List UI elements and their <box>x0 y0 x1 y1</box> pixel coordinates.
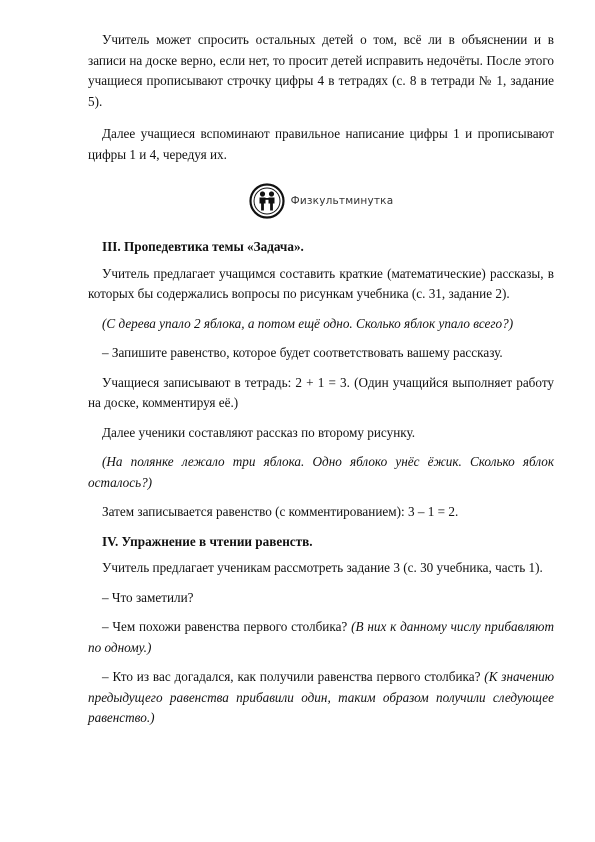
paragraph-recall-digit: Далее учащиеся вспоминают правильное написание цифры 1 и прописывают цифры 1 и 4, чередуя их. <box>88 126 554 162</box>
answer-text: (В них к данному числу прибавляют по одному.) <box>88 619 554 655</box>
paragraph-equation-written: Затем записывается равенство (с комментированием): 3 – 1 = 2. <box>102 504 459 519</box>
paragraph-write-equation: – Запишите равенство, которое будет соответствовать вашему рассказу. <box>102 345 503 360</box>
paragraph-second-picture: Далее ученики составляют рассказ по второму рисунку. <box>102 424 416 440</box>
answer-text: (К значению предыдущего равенства прибавили один, таким образом получили следующее равенство.) <box>88 669 554 725</box>
paragraph-story-hedgehog: (На полянке лежало три яблока. Одно яблоко унёс ёжик. Сколько яблок осталось?) <box>88 454 554 490</box>
paragraph-students-write: Учащиеся записывают в тетрадь: 2 + 1 = 3. (Один учащийся выполняет работу на доске, комментируя её.) <box>88 374 554 410</box>
paragraph-first-column-similar <box>88 617 554 658</box>
paragraph-story-apples-tree: (С дерева упало 2 яблока, а потом ещё одно. Сколько яблок упало всего?) <box>102 315 514 331</box>
question-text: – Кто из вас догадался, как получили равенства первого столбика? <box>102 669 485 684</box>
physical-break-label: Физкультминутка <box>290 195 394 207</box>
paragraph-task-three: Учитель предлагает ученикам рассмотреть задание 3 (с. 30 учебника, часть 1). <box>102 560 543 575</box>
question-text: – Чем похожи равенства первого столбика? <box>102 619 352 634</box>
section-heading-iii: III. Пропедевтика темы «Задача». <box>102 239 304 254</box>
document-page <box>88 30 554 729</box>
paragraph-teacher-suggests: Учитель предлагает учащимся составить краткие (математические) рассказы, в которых бы содержались вопросы по рисункам учебника (с. 31, задание 2). <box>88 265 554 301</box>
paragraph-what-noticed: – Что заметили? <box>102 589 194 605</box>
paragraph-teacher-asks: Учитель может спросить остальных детей о том, всё ли в объяснении и в записи на доске верно, если нет, то просит детей исправить недочёты. После этого учащиеся прописывают строчку цифры 4 в тетрадях (с. 8 в тетради № 1, задание 5). <box>88 32 554 109</box>
physical-break-banner <box>88 181 554 221</box>
section-heading-iv: IV. Упражнение в чтении равенств. <box>102 533 313 549</box>
paragraph-who-guessed <box>88 667 554 729</box>
two-people-icon <box>249 183 285 219</box>
